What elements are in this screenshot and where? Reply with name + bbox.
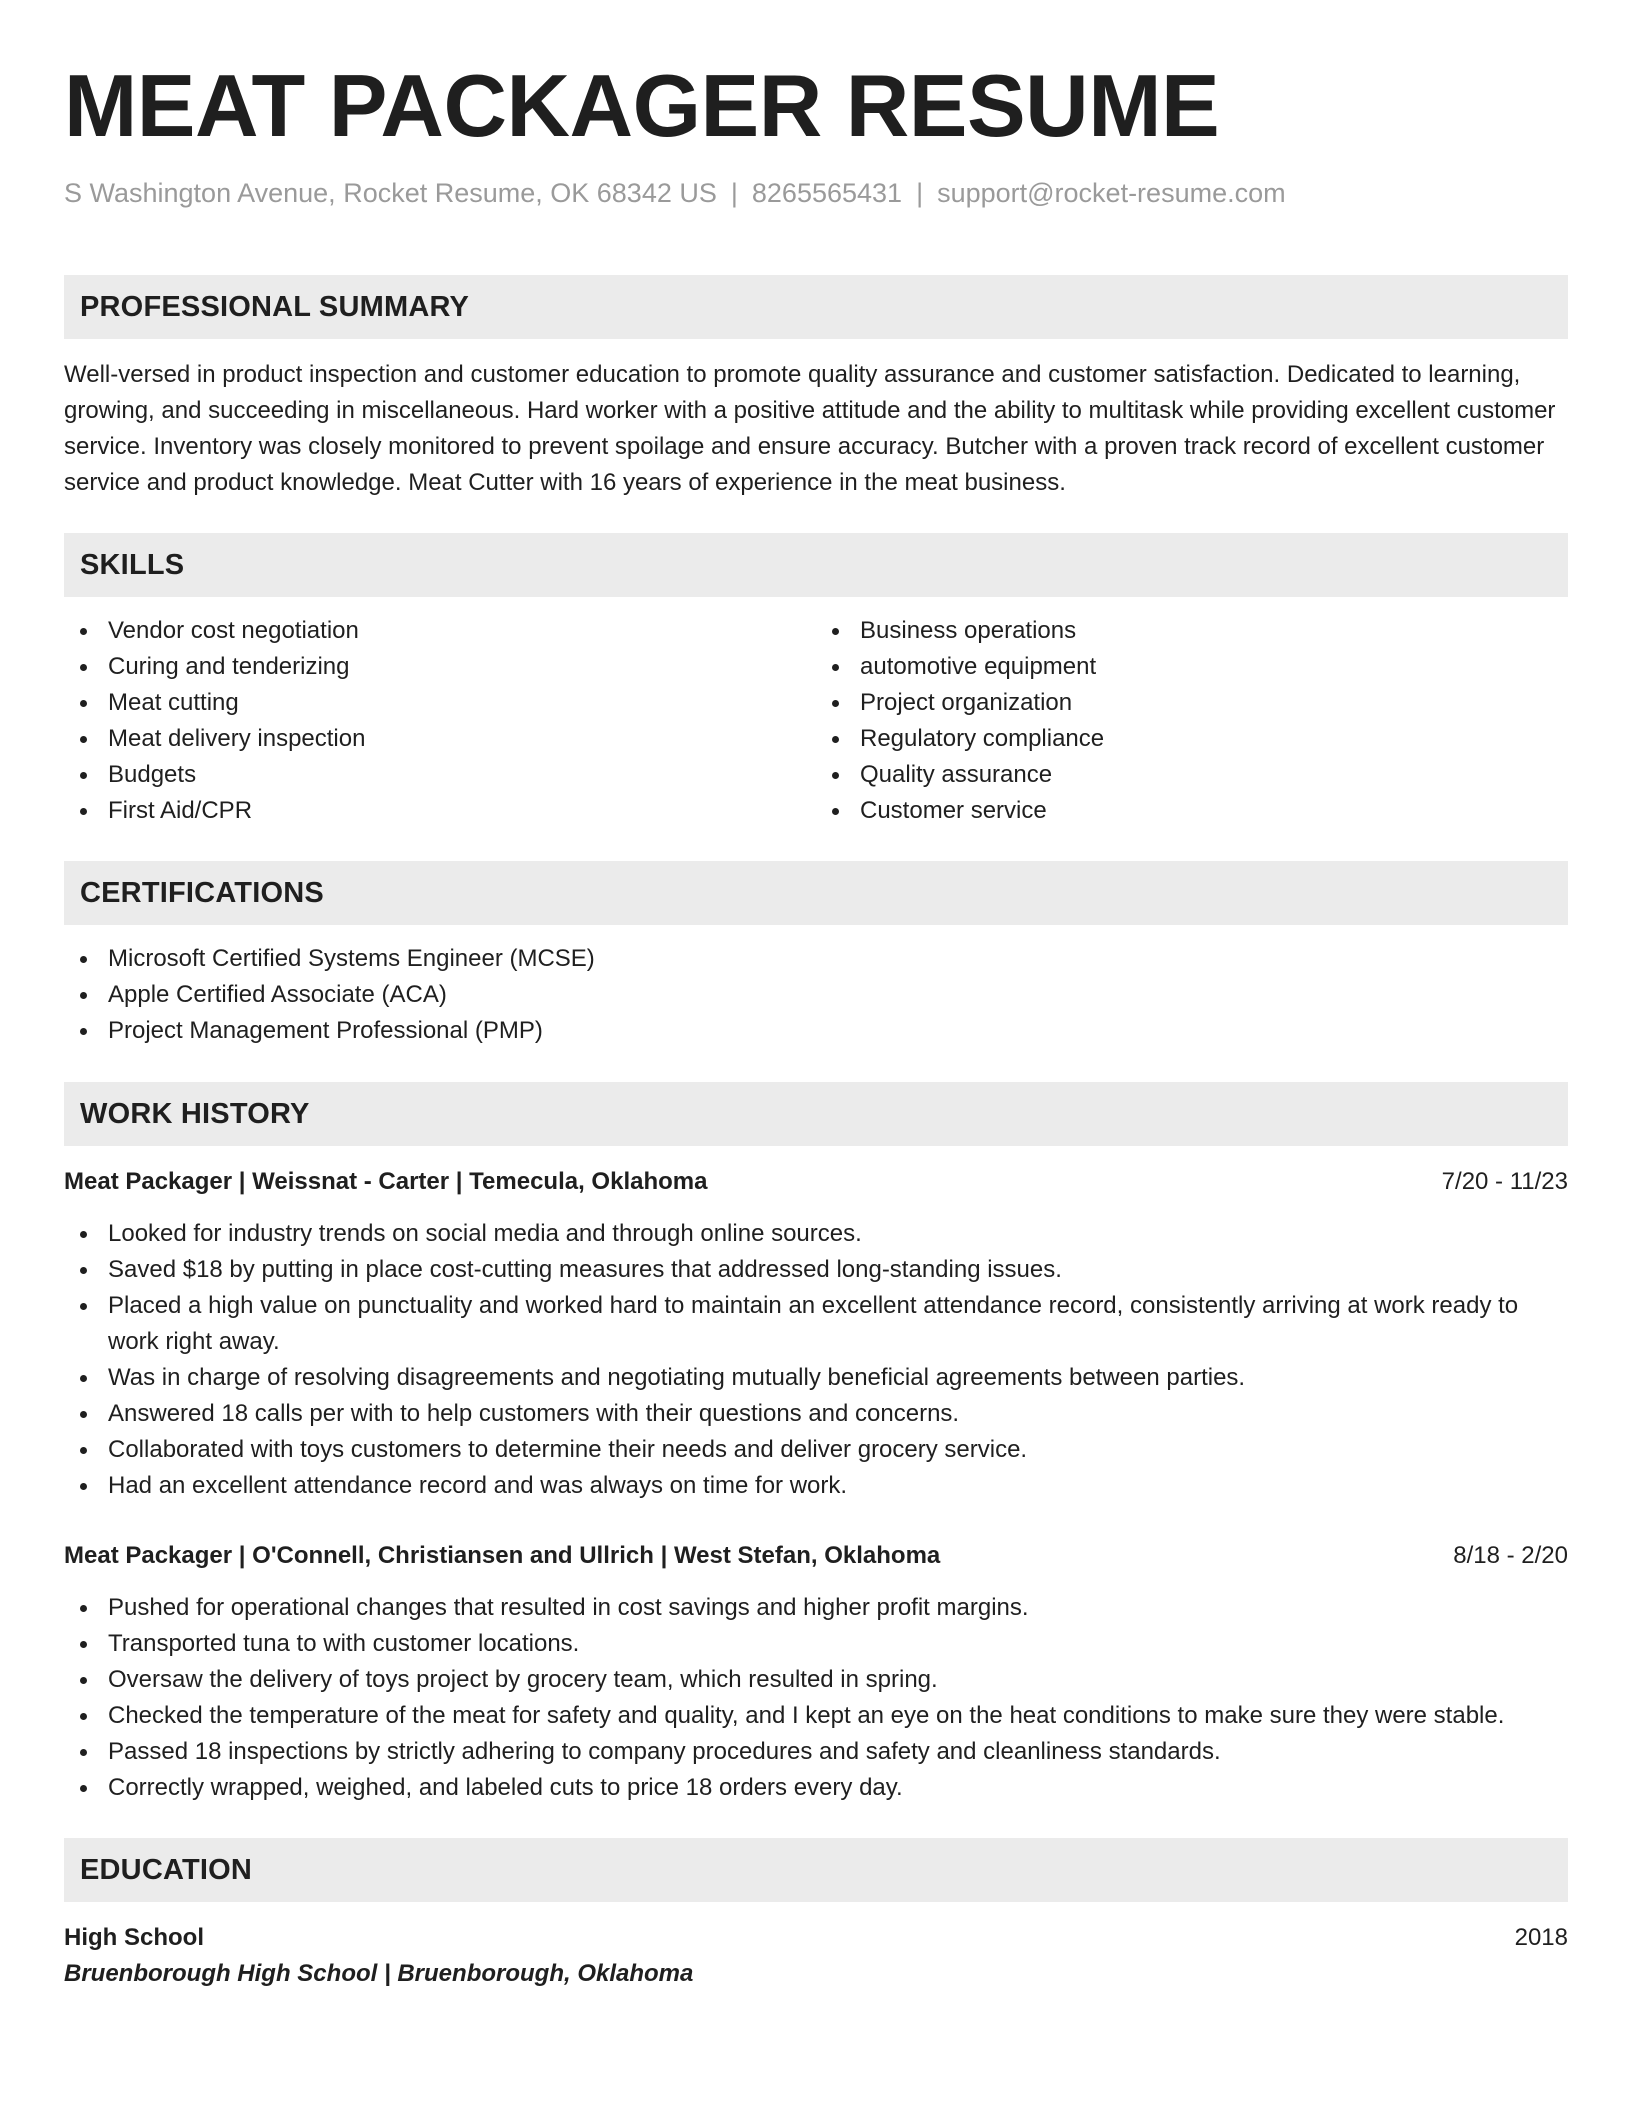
skills-list — [64, 613, 1568, 829]
skills-column-left — [64, 613, 816, 829]
contact-phone: 8265565431 — [751, 178, 903, 208]
summary-text: Well-versed in product inspection and customer education to promote quality assurance and customer satisfaction. Dedicated to learning, growing, and succeeding in miscellaneous. Hard worker with a positive attitude and the ability to multitask while providing excellent customer service. Inventory was closely monitored to prevent spoilage and ensure accuracy. Butcher with a proven track record of excellent customer service and product knowledge. Meat Cutter with 16 years of experience in the meat business. — [64, 361, 1556, 496]
job-bullet: Looked for industry trends on social media and through online sources. — [64, 1216, 1568, 1252]
job-bullet: Placed a high value on punctuality and worked hard to maintain an excellent attendance record, consistently arriving at work ready to work right away. — [64, 1288, 1568, 1360]
job-header — [64, 1538, 1568, 1574]
job-bullet: Answered 18 calls per with to help customers with their questions and concerns. — [64, 1396, 1568, 1432]
certifications-list — [64, 941, 1568, 1049]
skill-item: automotive equipment — [816, 649, 1568, 685]
education-header — [64, 1920, 1568, 1956]
job-header — [64, 1164, 1568, 1200]
job-bullet: Saved $18 by putting in place cost-cutting measures that addressed long-standing issues. — [64, 1252, 1568, 1288]
resume-title: MEAT PACKAGER RESUME — [64, 56, 1220, 155]
contact-email: support@rocket-resume.com — [937, 178, 1286, 208]
job-entry — [64, 1164, 1568, 1504]
job-dates: 8/18 - 2/20 — [1453, 1542, 1568, 1569]
education-year: 2018 — [1514, 1924, 1568, 1951]
section-heading-skills: SKILLS — [64, 533, 1568, 597]
section-heading-certifications: CERTIFICATIONS — [64, 861, 1568, 925]
skill-item: Budgets — [64, 757, 816, 793]
skill-item: First Aid/CPR — [64, 793, 816, 829]
education-degree: High School — [64, 1924, 204, 1951]
job-title: Meat Packager | Weissnat - Carter | Temecula, Oklahoma — [64, 1168, 708, 1195]
job-entry — [64, 1538, 1568, 1806]
skill-item: Customer service — [816, 793, 1568, 829]
job-bullet: Passed 18 inspections by strictly adhering to company procedures and safety and cleanliness standards. — [64, 1734, 1568, 1770]
skill-item: Meat cutting — [64, 685, 816, 721]
contact-line — [64, 178, 1568, 209]
job-bullets — [64, 1590, 1568, 1806]
job-bullet: Transported tuna to with customer locations. — [64, 1626, 1568, 1662]
skill-item: Vendor cost negotiation — [64, 613, 816, 649]
contact-separator: | — [916, 178, 924, 208]
job-bullet: Pushed for operational changes that resulted in cost savings and higher profit margins. — [64, 1590, 1568, 1626]
section-heading-education: EDUCATION — [64, 1838, 1568, 1902]
job-bullet: Was in charge of resolving disagreements and negotiating mutually beneficial agreements between parties. — [64, 1360, 1568, 1396]
contact-address: S Washington Avenue, Rocket Resume, OK 68342 US — [64, 178, 717, 208]
certification-item: Project Management Professional (PMP) — [64, 1013, 1568, 1049]
job-bullets — [64, 1216, 1568, 1504]
education-entry — [64, 1920, 1568, 1992]
job-bullet: Had an excellent attendance record and was always on time for work. — [64, 1468, 1568, 1504]
job-bullet: Correctly wrapped, weighed, and labeled cuts to price 18 orders every day. — [64, 1770, 1568, 1806]
section-heading-summary: PROFESSIONAL SUMMARY — [64, 275, 1568, 339]
job-title: Meat Packager | O'Connell, Christiansen and Ullrich | West Stefan, Oklahoma — [64, 1542, 941, 1569]
skill-item: Quality assurance — [816, 757, 1568, 793]
contact-separator: | — [730, 178, 738, 208]
skills-column-right — [816, 613, 1568, 829]
certification-item: Apple Certified Associate (ACA) — [64, 977, 1568, 1013]
skill-item: Curing and tenderizing — [64, 649, 816, 685]
job-bullet: Oversaw the delivery of toys project by grocery team, which resulted in spring. — [64, 1662, 1568, 1698]
section-heading-work-history: WORK HISTORY — [64, 1082, 1568, 1146]
job-bullet: Checked the temperature of the meat for safety and quality, and I kept an eye on the heat conditions to make sure they were stable. — [64, 1698, 1568, 1734]
job-dates: 7/20 - 11/23 — [1441, 1168, 1568, 1195]
skill-item: Business operations — [816, 613, 1568, 649]
job-bullet: Collaborated with toys customers to determine their needs and deliver grocery service. — [64, 1432, 1568, 1468]
certification-item: Microsoft Certified Systems Engineer (MCSE) — [64, 941, 1568, 977]
skill-item: Project organization — [816, 685, 1568, 721]
skill-item: Regulatory compliance — [816, 721, 1568, 757]
education-school: Bruenborough High School | Bruenborough, Oklahoma — [64, 1960, 694, 1987]
skill-item: Meat delivery inspection — [64, 721, 816, 757]
